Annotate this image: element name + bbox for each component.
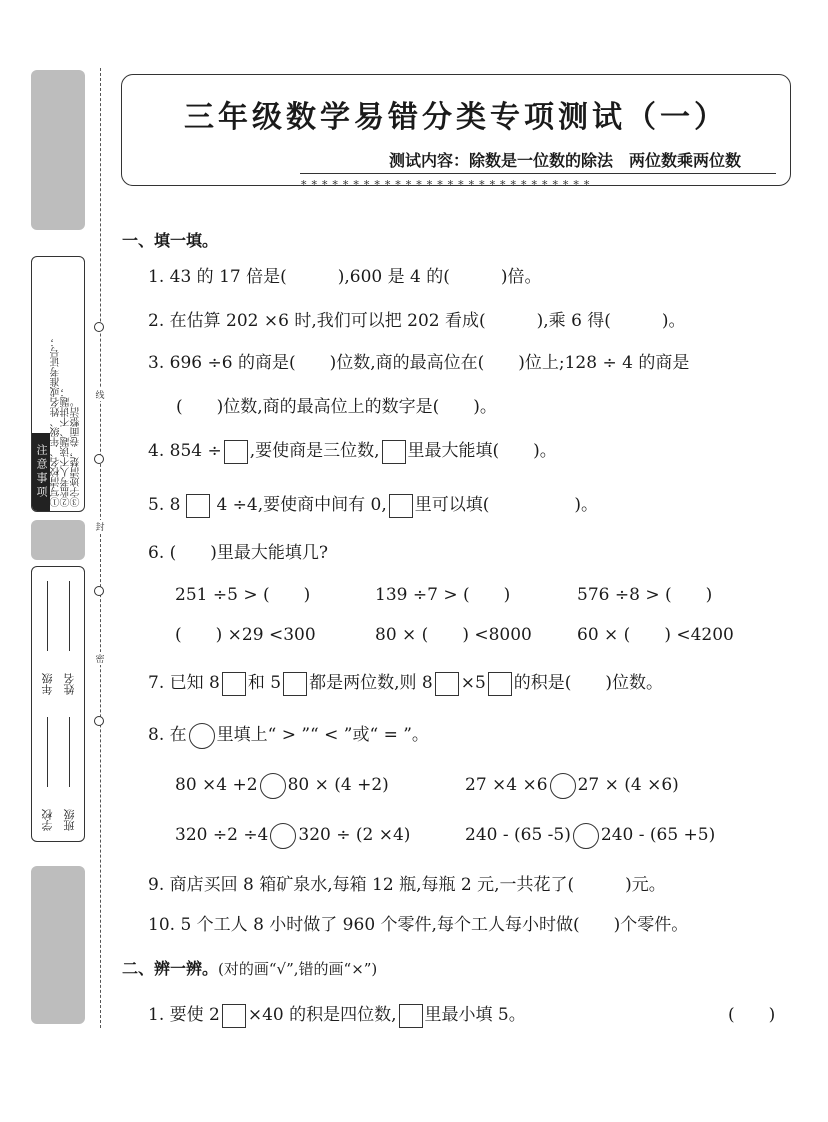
j1-text-b: ×40 的积是四位数,	[247, 1005, 397, 1025]
question-5	[148, 492, 598, 518]
answer-box[interactable]	[399, 1004, 423, 1028]
q8-right-expr: 80 × (4 +2)	[287, 775, 389, 795]
answer-box[interactable]	[283, 672, 307, 696]
q5-text-b: 4 ÷4,要使商中间有 0,	[216, 495, 387, 515]
q7-text-c: 都是两位数,则 8	[309, 673, 433, 693]
compare-circle[interactable]	[270, 823, 296, 849]
compare-circle	[189, 723, 215, 749]
answer-box[interactable]	[222, 672, 246, 696]
compare-circle[interactable]	[573, 823, 599, 849]
binding-hole	[94, 322, 104, 332]
cut-label-line: 线	[94, 388, 106, 401]
q8-text-a: 8. 在	[148, 725, 187, 745]
field-line	[48, 581, 49, 651]
judge-answer-paren[interactable]: ( )	[728, 1005, 776, 1025]
compare-circle[interactable]	[550, 773, 576, 799]
answer-box[interactable]	[224, 440, 248, 464]
question-7	[148, 670, 663, 696]
binding-dashed-line	[100, 68, 101, 1028]
subtitle-underline	[300, 173, 776, 174]
page-title: 三年级数学易错分类专项测试（一）	[184, 100, 728, 135]
binding-hole	[94, 586, 104, 596]
judge-question-1	[148, 1002, 526, 1028]
q8-item	[465, 772, 679, 799]
student-info-box	[31, 566, 85, 842]
j1-text-a: 1. 要使 2	[148, 1005, 220, 1025]
answer-box[interactable]	[435, 672, 459, 696]
q6-item: 251 ÷5 > ( )	[175, 585, 311, 605]
star-divider: ∗∗∗∗∗∗∗∗∗∗∗∗∗∗∗∗∗∗∗∗∗∗∗∗∗∗∗∗	[300, 176, 594, 189]
q7-text-e: 的积是( )位数。	[513, 673, 664, 693]
q8-item	[175, 772, 389, 799]
section2-title: 二、辨一辨。	[122, 959, 219, 978]
question-3-line1: 3. 696 ÷6 的商是( )位数,商的最高位在( )位上;128 ÷ 4 的商是	[148, 353, 690, 373]
q8-right-expr: 27 × (4 ×6)	[577, 775, 679, 795]
q8-left-expr: 80 ×4 +2	[175, 775, 258, 795]
q4-text-c: 里最大能填( )。	[407, 441, 557, 461]
section-heading-fill: 一、填一填。	[122, 231, 219, 250]
q6-item: 576 ÷8 > ( )	[577, 585, 713, 605]
q6-item: ( ) ×29 <300	[175, 625, 316, 645]
margin-gray-block-top	[31, 70, 85, 230]
notice-item: ①写清校名、年级、姓名或准考证号；	[51, 337, 62, 507]
notice-item: ③字迹清楚，卷面整洁。	[71, 397, 82, 507]
notice-item: ②监考人不读题、不讲题；	[61, 387, 72, 507]
q4-text-a: 4. 854 ÷	[148, 441, 222, 461]
notice-box	[31, 256, 85, 512]
field-class[interactable]: 班级	[63, 809, 76, 831]
question-2: 2. 在估算 202 ×6 时,我们可以把 202 看成( ),乘 6 得( )。	[148, 311, 686, 331]
question-4	[148, 438, 557, 464]
q8-item	[465, 822, 715, 849]
section-heading-judge	[122, 956, 377, 979]
binding-hole	[94, 454, 104, 464]
q5-text-a: 5. 8	[148, 495, 181, 515]
q7-text-a: 7. 已知 8	[148, 673, 220, 693]
field-name[interactable]: 姓名	[63, 673, 76, 695]
question-9: 9. 商店买回 8 箱矿泉水,每箱 12 瓶,每瓶 2 元,一共花了( )元。	[148, 875, 666, 895]
field-school[interactable]: 学校	[41, 809, 54, 831]
q7-text-d: ×5	[460, 673, 486, 693]
q4-text-b: ,要使商是三位数,	[249, 441, 380, 461]
answer-box[interactable]	[488, 672, 512, 696]
notice-title: 注意事项	[32, 433, 50, 511]
cut-label-secret: 密	[94, 652, 106, 665]
answer-box[interactable]	[222, 1004, 246, 1028]
q8-item	[175, 822, 410, 849]
j1-text-c: 里最小填 5。	[424, 1005, 526, 1025]
q6-item: 80 × ( ) <8000	[375, 625, 532, 645]
question-3-line2: ( )位数,商的最高位上的数字是( )。	[176, 397, 497, 417]
question-1: 1. 43 的 17 倍是( ),600 是 4 的( )倍。	[148, 267, 542, 287]
margin-gray-block-bottom	[31, 866, 85, 1024]
question-8	[148, 722, 429, 749]
question-10: 10. 5 个工人 8 小时做了 960 个零件,每个工人每小时做( )个零件。	[148, 915, 689, 935]
info-column-right	[62, 581, 78, 831]
q8-right-expr: 240 - (65 +5)	[600, 825, 716, 845]
field-line	[70, 581, 71, 651]
q8-left-expr: 27 ×4 ×6	[465, 775, 548, 795]
q8-text-b: 里填上“ > ”“ < ”或“ = ”。	[216, 725, 429, 745]
binding-hole	[94, 716, 104, 726]
q8-left-expr: 240 - (65 -5)	[465, 825, 571, 845]
q7-text-b: 和 5	[247, 673, 282, 693]
question-6: 6. ( )里最大能填几?	[148, 543, 329, 563]
cut-label-seal: 封	[94, 520, 106, 533]
field-grade[interactable]: 年级	[41, 673, 54, 695]
q8-left-expr: 320 ÷2 ÷4	[175, 825, 269, 845]
margin-gray-block-middle	[31, 520, 85, 560]
test-content-subtitle: 测试内容：除数是一位数的除法 两位数乘两位数	[388, 151, 741, 170]
section2-note: (对的画“√”,错的画“×”)	[218, 960, 378, 978]
q6-item: 60 × ( ) <4200	[577, 625, 734, 645]
field-line	[48, 717, 49, 787]
field-line	[70, 717, 71, 787]
notice-list	[52, 263, 82, 507]
answer-box[interactable]	[389, 494, 413, 518]
answer-box[interactable]	[186, 494, 210, 518]
answer-box[interactable]	[382, 440, 406, 464]
q5-text-c: 里可以填( )。	[414, 495, 599, 515]
q6-item: 139 ÷7 > ( )	[375, 585, 511, 605]
compare-circle[interactable]	[260, 773, 286, 799]
info-column-left	[40, 581, 56, 831]
q8-right-expr: 320 ÷ (2 ×4)	[298, 825, 411, 845]
